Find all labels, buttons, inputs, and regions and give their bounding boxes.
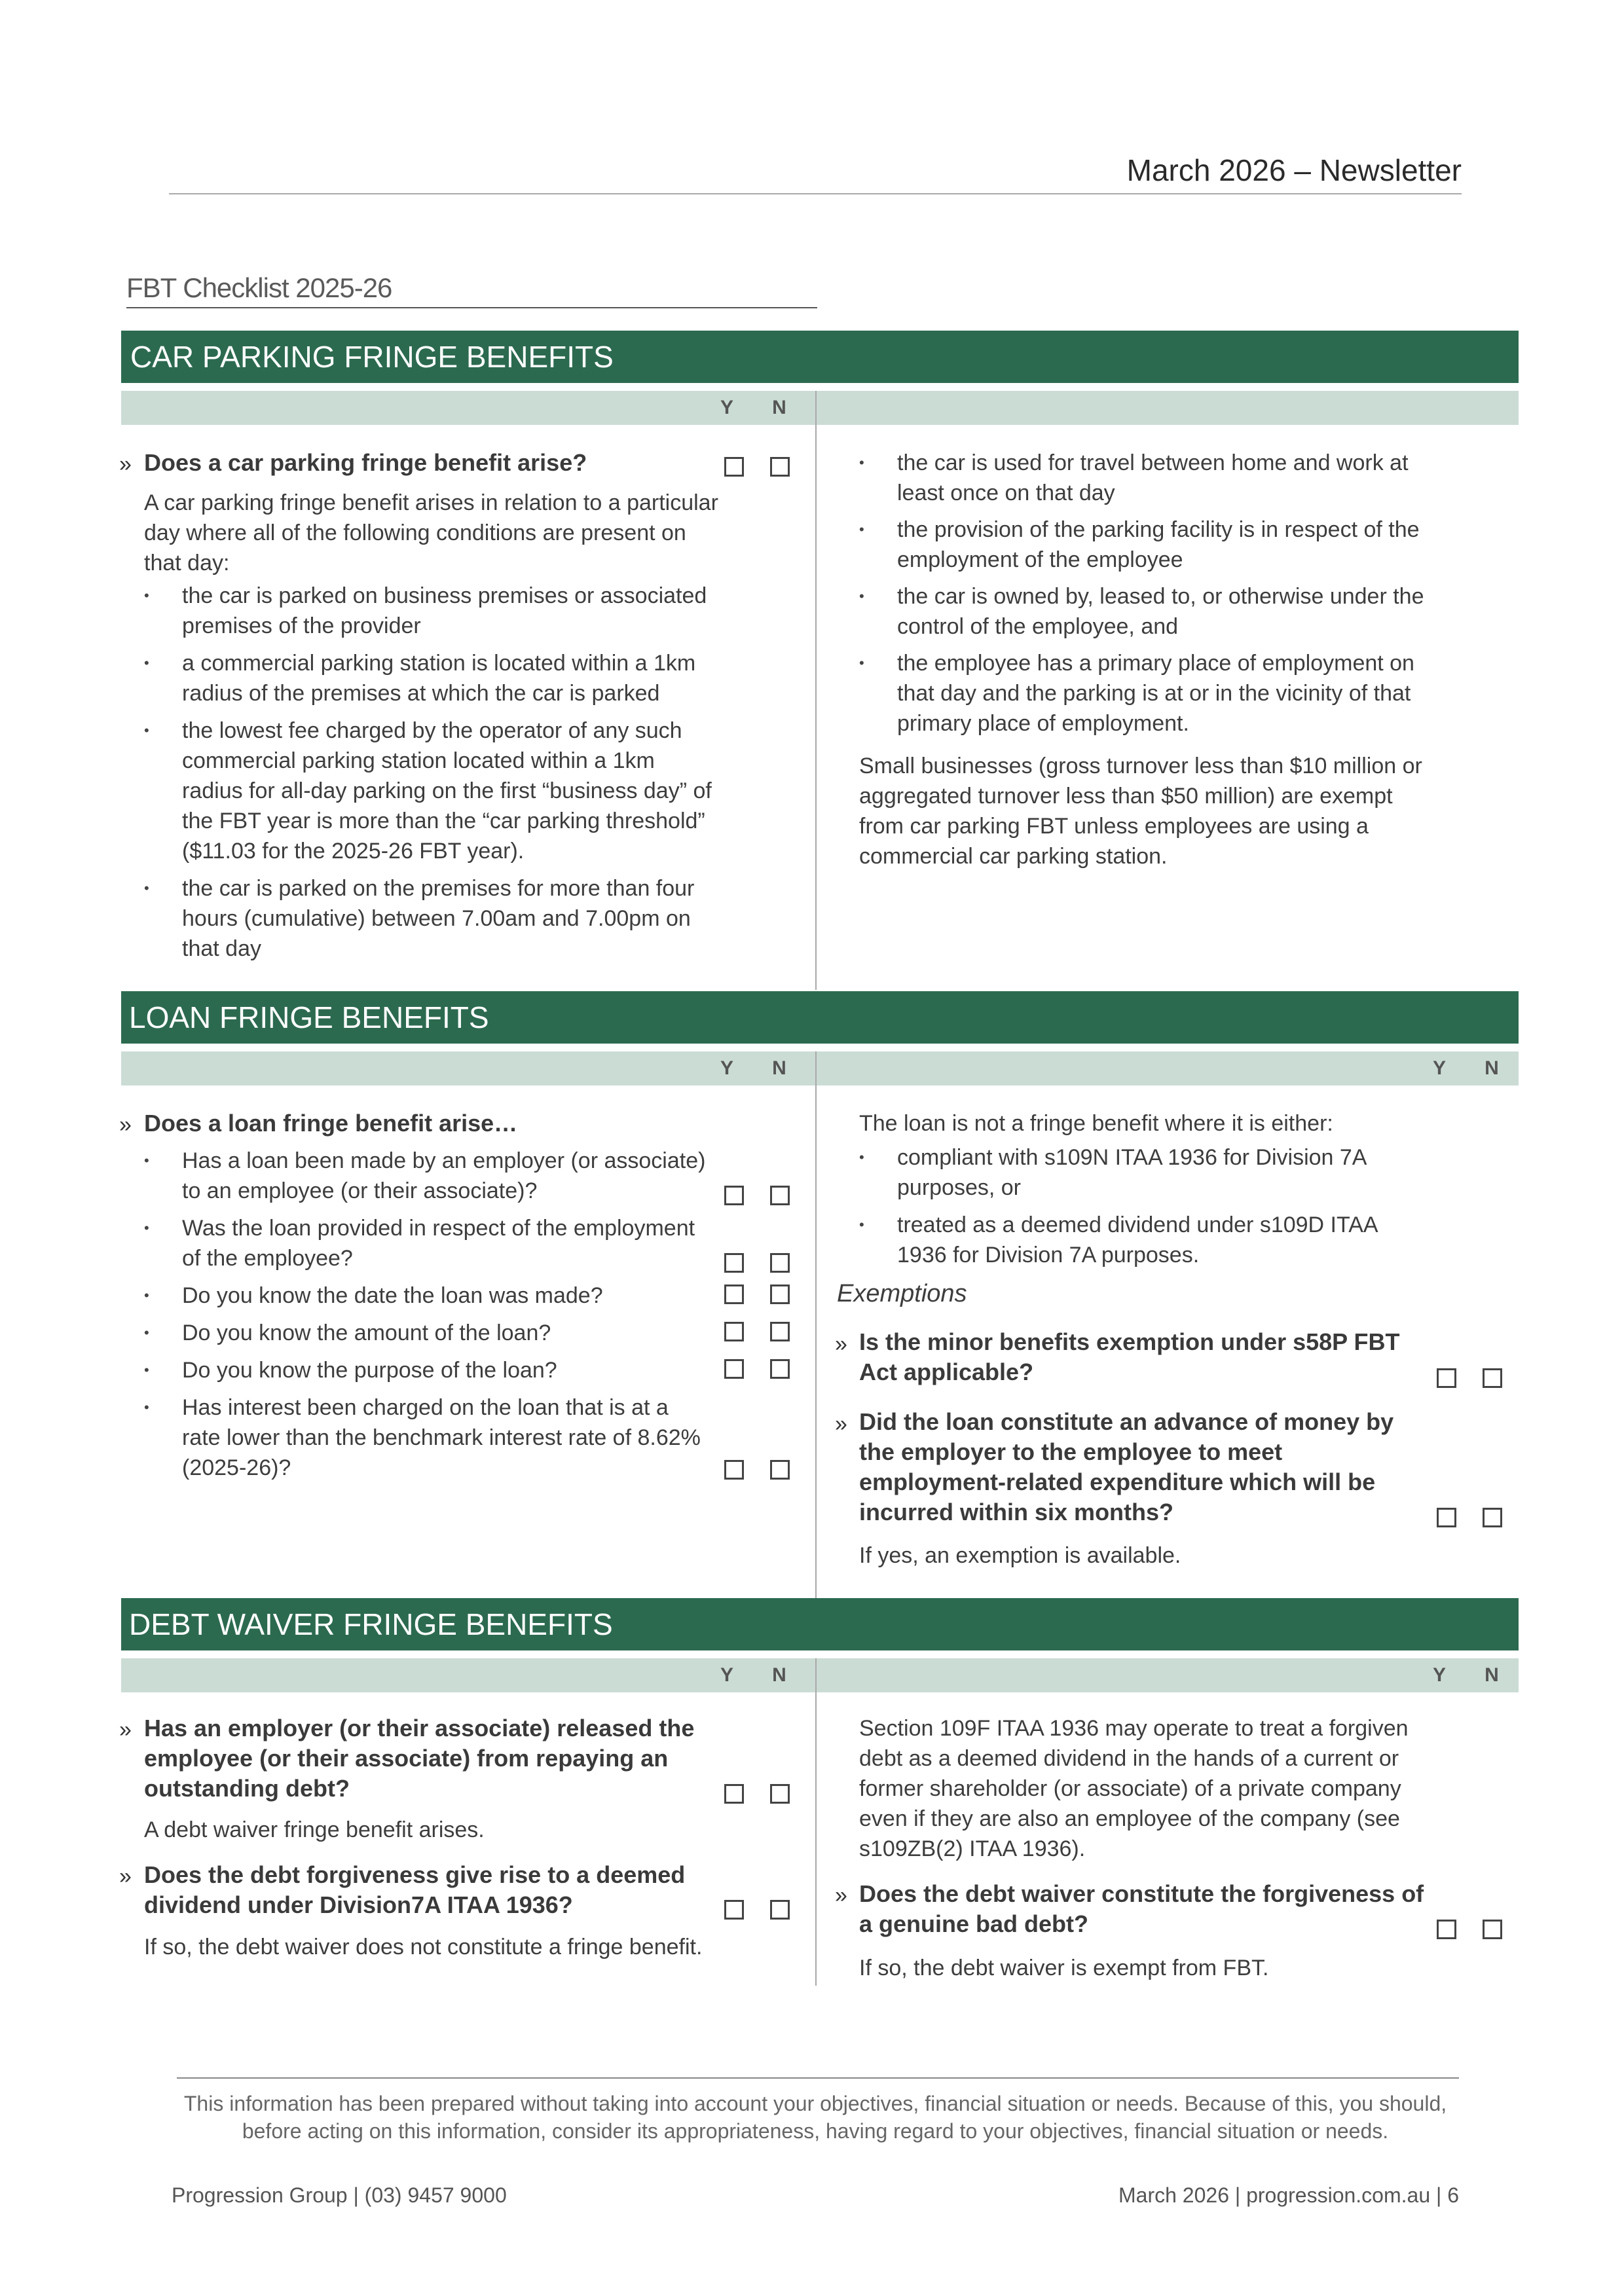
loan-check-item: • Do you know the amount of the loan?: [182, 1318, 706, 1348]
no-column-label: N: [1485, 1664, 1499, 1686]
loan-yn-header: [121, 1051, 1519, 1085]
minor-benefits-yes-checkbox[interactable]: [1437, 1368, 1456, 1388]
loan-item-yes-checkbox[interactable]: [724, 1359, 744, 1379]
loan-item-yes-checkbox[interactable]: [724, 1322, 744, 1341]
loan-item-no-checkbox[interactable]: [770, 1460, 790, 1480]
debt-release-note: A debt waiver fringe benefit arises.: [144, 1817, 485, 1842]
yes-column-label: Y: [720, 397, 733, 418]
car-question: Does a car parking fringe benefit arise?: [144, 449, 587, 476]
car-parking-heading: CAR PARKING FRINGE BENEFITS: [121, 331, 1519, 383]
car-condition-item: • the provision of the parking facility is in respect of the employment of the employee: [897, 515, 1434, 575]
no-column-label: N: [772, 397, 786, 418]
checklist-title-rule: [126, 307, 817, 308]
loan-not-fringe-intro: The loan is not a fringe benefit where it is either:: [859, 1111, 1333, 1136]
question-marker: »: [835, 1332, 847, 1357]
loan-item-no-checkbox[interactable]: [770, 1253, 790, 1273]
exemptions-subheading: Exemptions: [837, 1280, 967, 1307]
car-intro: A car parking fringe benefit arises in relation to a particular day where all of the following conditions are present on that day:: [144, 490, 718, 575]
car-condition-item: • a commercial parking station is located within a 1km radius of the premises at which the car is parked: [182, 648, 719, 708]
loan-check-item: • Was the loan provided in respect of the employment of the employee?: [182, 1213, 706, 1273]
bad-debt-note: If so, the debt waiver is exempt from FBT.: [859, 1956, 1269, 1980]
car-condition-item: • the car is parked on business premises or associated premises of the provider: [182, 581, 719, 641]
yes-column-label: Y: [1432, 1057, 1446, 1079]
debt-release-no-checkbox[interactable]: [770, 1784, 790, 1804]
car-condition-item: • the car is parked on the premises for more than four hours (cumulative) between 7.00am and 7.00pm on that day: [182, 873, 719, 964]
car-condition-item: • the employee has a primary place of employment on that day and the parking is at or in the vicinity of that primary place of employment.: [897, 648, 1434, 738]
loan-item-yes-checkbox[interactable]: [724, 1285, 744, 1304]
car-condition-item: • the car is owned by, leased to, or otherwise under the control of the employee, and: [897, 581, 1434, 642]
deemed-dividend-note: If so, the debt waiver does not constitute a fringe benefit.: [144, 1935, 703, 1959]
bad-debt-yes-checkbox[interactable]: [1437, 1920, 1456, 1939]
car-question-yes-checkbox[interactable]: [724, 457, 744, 477]
disclaimer: This information has been prepared without taking into account your objectives, financial situation or needs. Because of this, you should, before acting on this information, consider its appropriateness, having regard to your objectives, financial situation or needs.: [183, 2092, 1447, 2143]
small-business-exemption-note: Small businesses (gross turnover less than $10 million or aggregated turnover less than $50 million) are exempt from car parking FBT unless employees are using a commercial car parking station.: [859, 754, 1422, 869]
column-divider: [815, 391, 817, 990]
car-question-no-checkbox[interactable]: [770, 457, 790, 477]
loan-not-fringe-item: • compliant with s109N ITAA 1936 for Division 7A purposes, or: [897, 1142, 1421, 1203]
question-marker: »: [119, 1717, 132, 1742]
footer-contact: Progression Group | (03) 9457 9000: [172, 2183, 507, 2207]
debt-release-yes-checkbox[interactable]: [724, 1784, 744, 1804]
question-marker: »: [835, 1883, 847, 1908]
deemed-dividend-yes-checkbox[interactable]: [724, 1900, 744, 1920]
yes-column-label: Y: [720, 1057, 733, 1079]
loan-item-yes-checkbox[interactable]: [724, 1186, 744, 1205]
loan-check-item: • Do you know the date the loan was made?: [182, 1281, 706, 1311]
question-marker: »: [119, 452, 132, 477]
car-yn-header: [121, 391, 1519, 425]
no-column-label: N: [1485, 1057, 1499, 1079]
column-divider: [815, 1051, 817, 1599]
header-rule: [169, 193, 1462, 194]
question-marker: »: [119, 1112, 132, 1137]
question-marker: »: [119, 1864, 132, 1889]
loan-item-no-checkbox[interactable]: [770, 1285, 790, 1304]
minor-benefits-no-checkbox[interactable]: [1483, 1368, 1502, 1388]
debt-yn-header: [121, 1658, 1519, 1692]
footer-rule: [177, 2077, 1459, 2079]
loan-check-item: • Has a loan been made by an employer (or associate) to an employee (or their associate)?: [182, 1146, 706, 1206]
yes-column-label: Y: [720, 1664, 733, 1686]
loan-advance-yes-checkbox[interactable]: [1437, 1508, 1456, 1527]
loan-item-no-checkbox[interactable]: [770, 1322, 790, 1341]
loan-heading: LOAN FRINGE BENEFITS: [121, 991, 1519, 1044]
column-divider: [815, 1658, 817, 1986]
bad-debt-question: Does the debt waiver constitute the forgiveness of a genuine bad debt?: [859, 1880, 1424, 1937]
loan-item-yes-checkbox[interactable]: [724, 1460, 744, 1480]
bad-debt-no-checkbox[interactable]: [1483, 1920, 1502, 1939]
deemed-dividend-question: Does the debt forgiveness give rise to a deemed dividend under Division7A ITAA 1936?: [144, 1861, 686, 1918]
minor-benefits-question: Is the minor benefits exemption under s58P FBT Act applicable?: [859, 1328, 1400, 1385]
loan-check-item: • Has interest been charged on the loan that is at a rate lower than the benchmark interest rate of 8.62% (2025-26)?: [182, 1393, 706, 1483]
loan-check-item: • Do you know the purpose of the loan?: [182, 1355, 706, 1385]
debt-waiver-heading: DEBT WAIVER FRINGE BENEFITS: [121, 1598, 1519, 1650]
loan-advance-no-checkbox[interactable]: [1483, 1508, 1502, 1527]
loan-question: Does a loan fringe benefit arise…: [144, 1110, 518, 1137]
car-condition-item: • the lowest fee charged by the operator of any such commercial parking station located within a 1km radius for all-day parking on the first “business day” of the FBT year is more than the “car parking threshold” ($11.03 for the 2025-26 FBT year).: [182, 716, 719, 866]
question-marker: »: [835, 1412, 847, 1436]
checklist-title: FBT Checklist 2025-26: [126, 272, 392, 303]
loan-not-fringe-item: • treated as a deemed dividend under s109D ITAA 1936 for Division 7A purposes.: [897, 1210, 1421, 1270]
debt-release-question: Has an employer (or their associate) released the employee (or their associate) from repaying an outstanding debt?: [144, 1715, 695, 1802]
newsletter-title: March 2026 – Newsletter: [1126, 153, 1462, 187]
no-column-label: N: [772, 1057, 786, 1079]
loan-advance-question: Did the loan constitute an advance of money by the employer to the employee to meet employment-related expenditure which will be incurred within six months?: [859, 1408, 1394, 1525]
yes-column-label: Y: [1432, 1664, 1446, 1686]
section-109f-note: Section 109F ITAA 1936 may operate to treat a forgiven debt as a deemed dividend in the hands of a current or former shareholder (or associate) of a private company even if they are also an employee of the company (see s109ZB(2) ITAA 1936).: [859, 1716, 1409, 1861]
footer-page-info: March 2026 | progression.com.au | 6: [1118, 2183, 1459, 2207]
car-condition-item: • the car is used for travel between home and work at least once on that day: [897, 448, 1434, 508]
deemed-dividend-no-checkbox[interactable]: [770, 1900, 790, 1920]
loan-item-no-checkbox[interactable]: [770, 1186, 790, 1205]
loan-advance-note: If yes, an exemption is available.: [859, 1543, 1181, 1568]
loan-item-no-checkbox[interactable]: [770, 1359, 790, 1379]
no-column-label: N: [772, 1664, 786, 1686]
loan-item-yes-checkbox[interactable]: [724, 1253, 744, 1273]
